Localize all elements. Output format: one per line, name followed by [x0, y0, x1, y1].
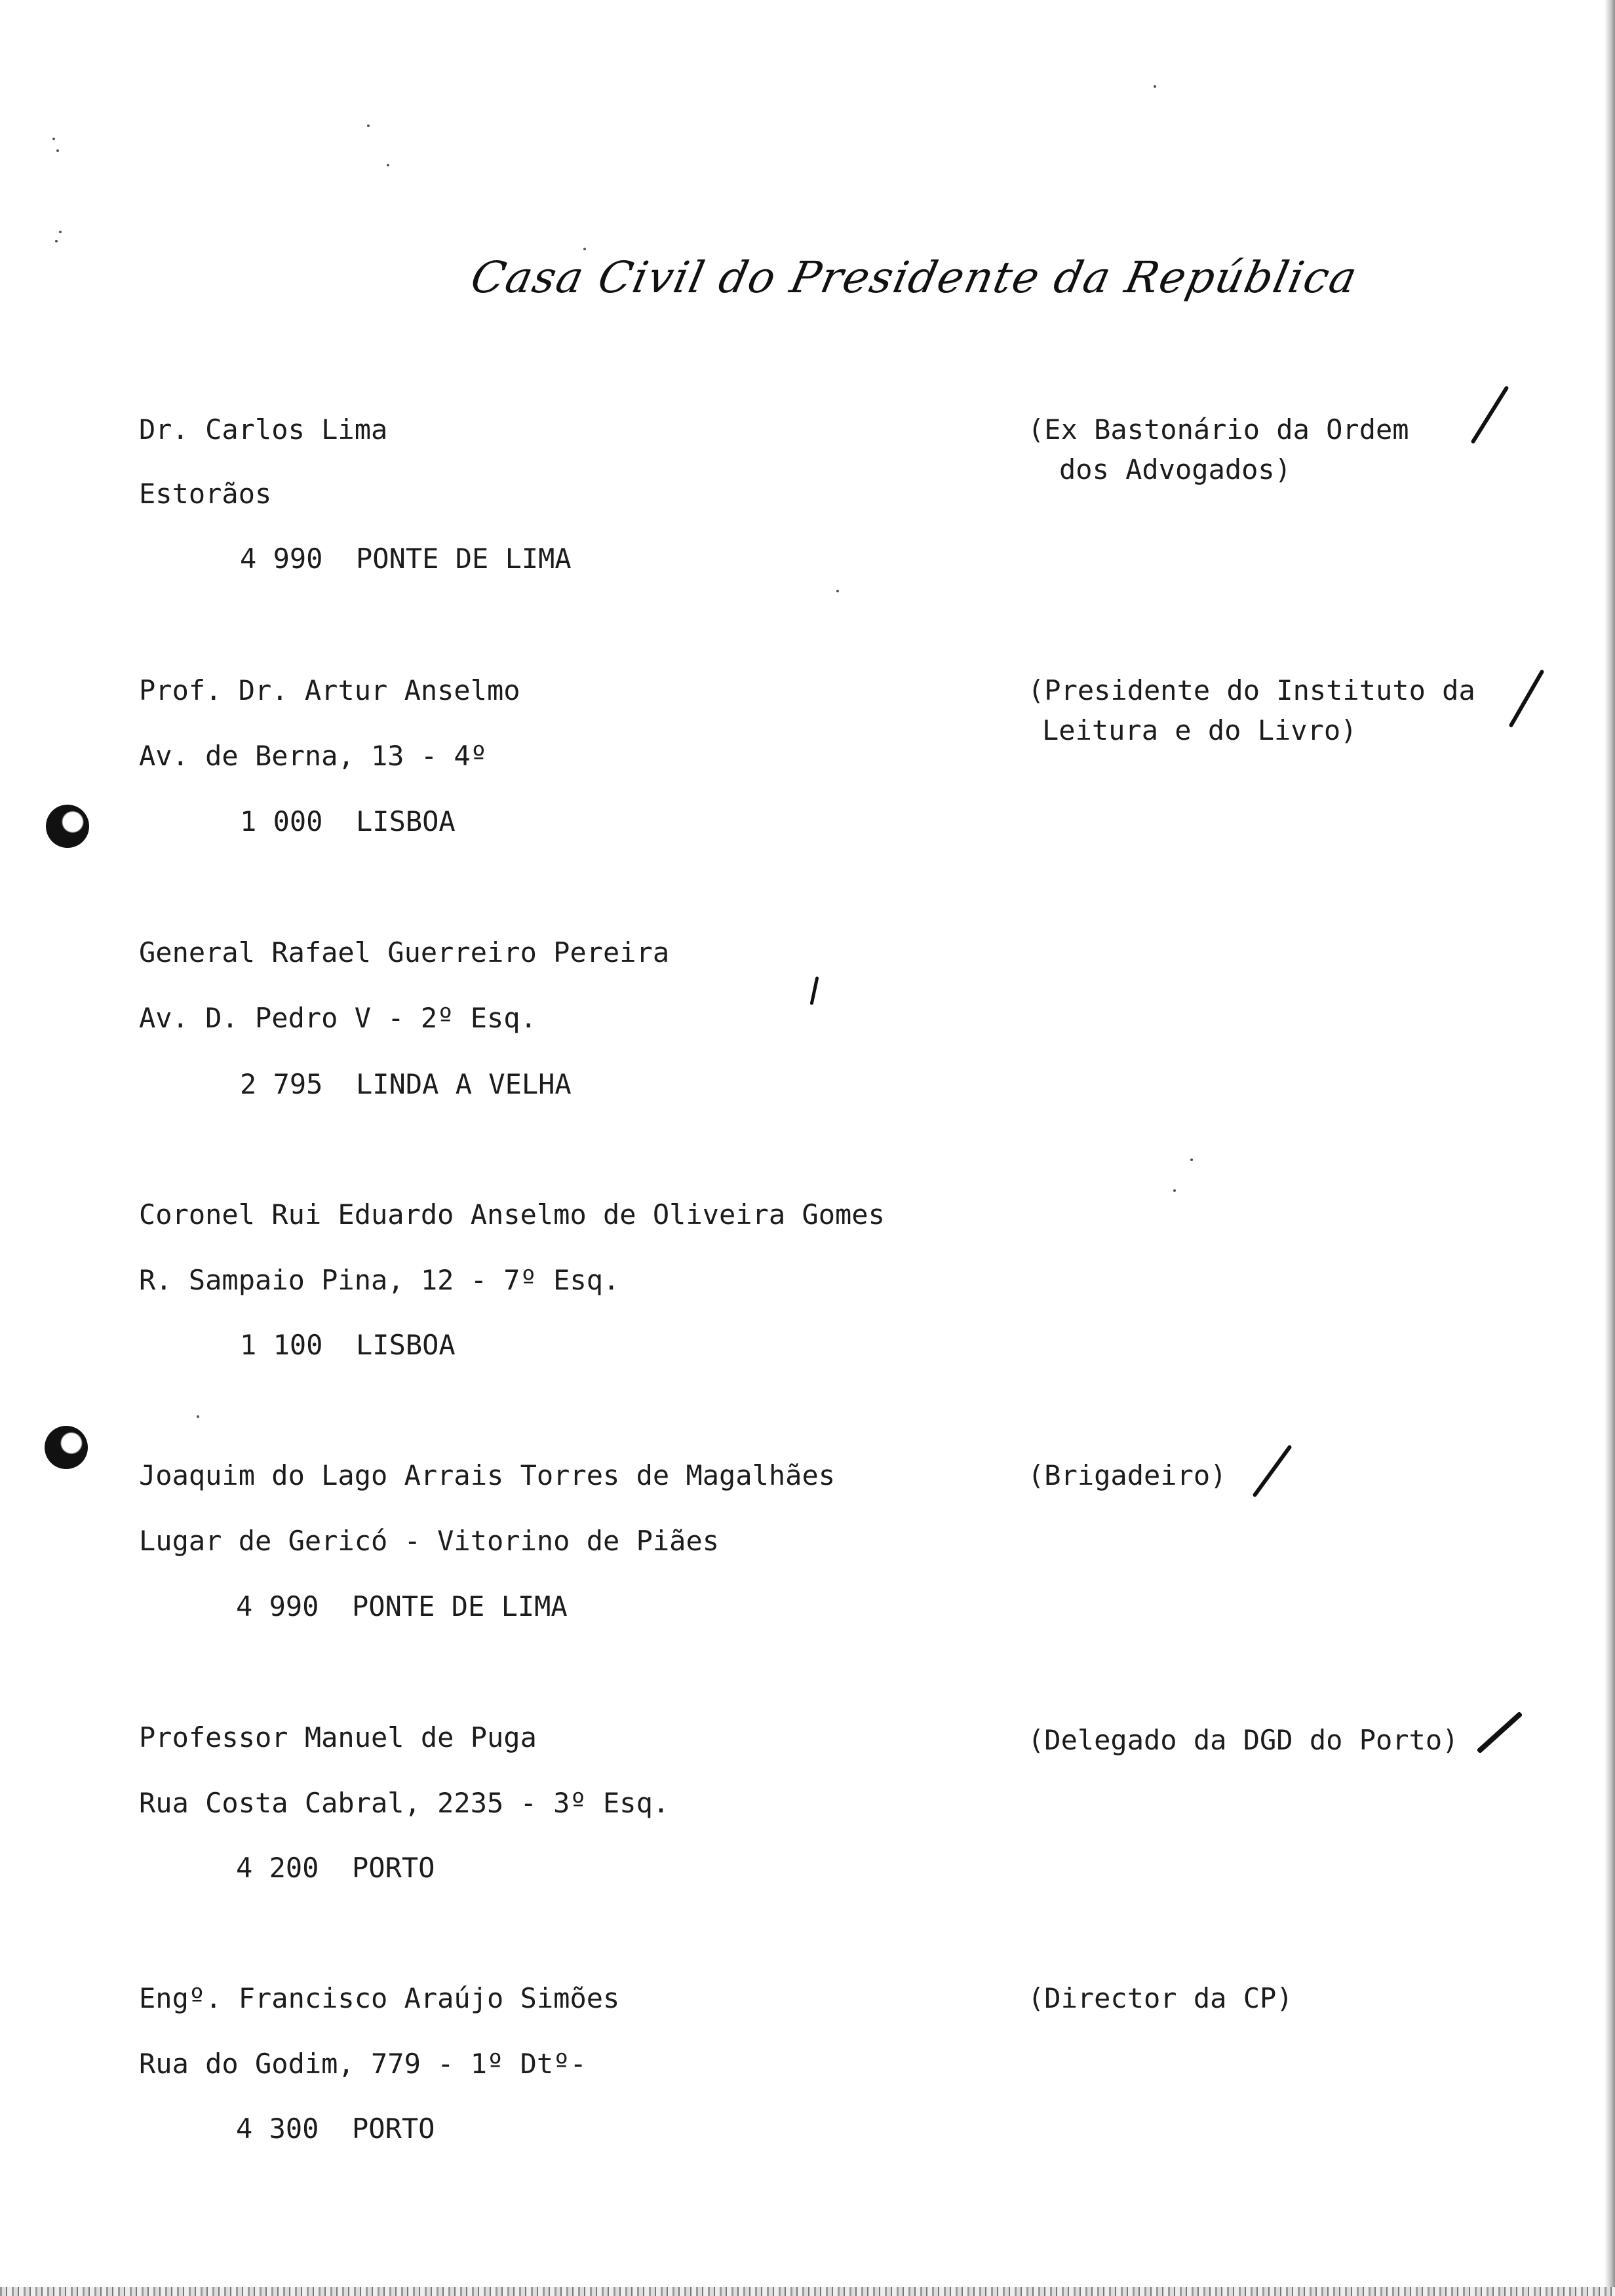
letterhead	[459, 252, 1363, 324]
entry-2-note-line2: Leitura e do Livro)	[1042, 714, 1357, 746]
entry-5-address: Lugar de Gericó - Vitorino de Piães	[139, 1525, 720, 1557]
entry-1-name: Dr. Carlos Lima	[139, 413, 388, 446]
entry-4-name: Coronel Rui Eduardo Anselmo de Oliveira Gomes	[139, 1198, 885, 1231]
entry-2-address: Av. de Berna, 13 - 4º	[139, 740, 488, 772]
entry-2-city: 1 000 LISBOA	[240, 805, 456, 837]
entry-6-city: 4 200 PORTO	[236, 1852, 435, 1884]
scan-right-edge	[1605, 0, 1615, 2296]
scan-speck	[583, 248, 586, 250]
entry-1-check-mark	[1470, 385, 1509, 444]
scan-speck	[197, 1415, 199, 1418]
scan-speck	[1154, 85, 1156, 88]
entry-7-note-line1: (Director da CP)	[1028, 1982, 1293, 2014]
entry-7-address: Rua do Godim, 779 - 1º Dtº-	[139, 2048, 587, 2080]
scan-speck	[56, 149, 59, 152]
entry-3-city: 2 795 LINDA A VELHA	[240, 1068, 572, 1100]
entry-4-city: 1 100 LISBOA	[240, 1329, 456, 1361]
entry-7-city: 4 300 PORTO	[236, 2113, 435, 2145]
scan-bottom-edge	[0, 2287, 1615, 2296]
entry-1-note-line1: (Ex Bastonário da Ordem	[1028, 413, 1409, 446]
scan-speck	[1190, 1158, 1193, 1161]
entry-5-note-line1: (Brigadeiro)	[1028, 1459, 1227, 1491]
entry-6-address: Rua Costa Cabral, 2235 - 3º Esq.	[139, 1787, 670, 1819]
entry-6-note-line1: (Delegado da DGD do Porto)	[1028, 1724, 1459, 1756]
scan-speck	[387, 164, 389, 166]
entry-1-note-line2: dos Advogados)	[1059, 453, 1292, 486]
entry-4-address: R. Sampaio Pina, 12 - 7º Esq.	[139, 1264, 620, 1296]
entry-6-name: Professor Manuel de Puga	[139, 1721, 537, 1753]
entry-1-address: Estorãos	[139, 478, 272, 510]
scan-speck	[59, 231, 62, 233]
entry-6-check-mark	[1477, 1712, 1523, 1754]
entry-2-name: Prof. Dr. Artur Anselmo	[139, 674, 520, 706]
punch-hole-lower	[45, 1426, 88, 1469]
scan-speck	[1173, 1189, 1176, 1192]
punch-hole-upper	[46, 805, 89, 848]
entry-5-check-mark	[1252, 1444, 1292, 1497]
scan-speck	[836, 590, 839, 592]
entry-5-name: Joaquim do Lago Arrais Torres de Magalhães	[139, 1459, 836, 1491]
scan-speck	[367, 124, 370, 127]
entry-2-check-mark	[1508, 669, 1544, 728]
scan-speck	[52, 138, 55, 140]
scan-speck	[55, 240, 58, 242]
letterhead-title: Casa Civil do Presidente da República	[466, 252, 1363, 303]
entry-5-city: 4 990 PONTE DE LIMA	[236, 1590, 568, 1622]
entry-7-name: Engº. Francisco Araújo Simões	[139, 1982, 620, 2014]
entry-3-address: Av. D. Pedro V - 2º Esq.	[139, 1002, 537, 1034]
entry-1-city: 4 990 PONTE DE LIMA	[240, 543, 572, 575]
entry-3-check-mark	[809, 976, 819, 1005]
entry-3-name: General Rafael Guerreiro Pereira	[139, 936, 670, 968]
entry-2-note-line1: (Presidente do Instituto da	[1028, 674, 1475, 706]
